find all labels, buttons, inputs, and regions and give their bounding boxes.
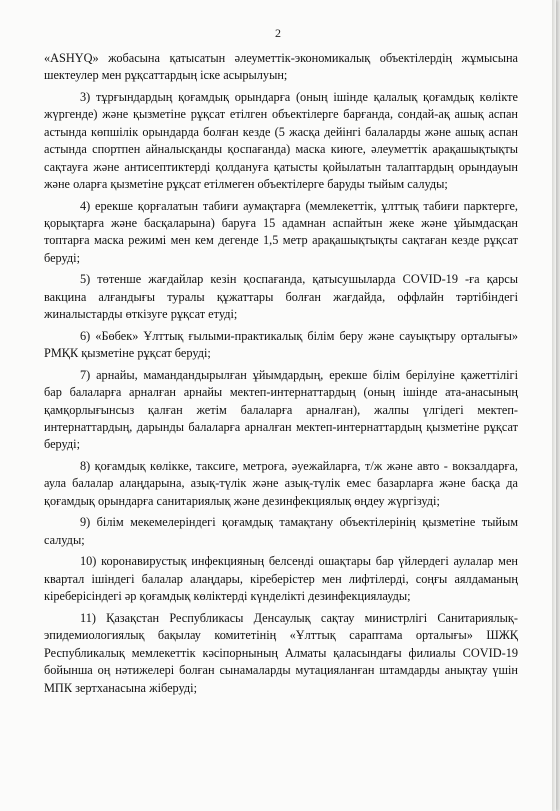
paragraph-item-6: 6) «Бөбек» Ұлттық ғылыми-практикалық білім беру және сауықтыру орталығы» РМҚК қызметіне рұқсат беруді; [44,328,518,361]
paragraph-item-8: 8) қоғамдық көлікке, таксиге, метроға, әуежайларға, т/ж және авто - вокзалдарға, аула балалар алаңдарына, азық-түлік және азық-түлік емес базарларға және басқа да қоғамдық орындарға санитариялық және дезинфекциялық өңдеу жүргізуді; [44,459,518,508]
paragraph-item-7: 7) арнайы, мамандандырылған ұйымдардың, ерекше білім берілуіне қажеттілігі бар балаларға арналған арнайы мектеп-интернаттардың (оның ішінде ата-анасының қамқорлығынсыз қалған жетім балаларға арналған), жалпы үлгідегі мектеп-интернаттардың, дарынды балаларға арналған мектеп-интернаттардың қызметіне рұқсат беруді; [44,367,518,452]
page-number: 2 [275,26,281,40]
paragraph-item-9: 9) білім мекемелеріндегі қоғамдық тамақтану объектілерінің қызметіне тыйым салуды; [44,515,518,547]
paragraph-item-3: 3) тұрғындардың қоғамдық орындарға (оның ішінде қалалық қоғамдық көлікте жүргенде) және қызметіне рұқсат етілген объектілерге барғанда, сондай-ақ ашық аспан астында көпшілік орындарда болған кезде (5 жасқа дейінгі балаларды және ашық аспан астында спортпен айналысқанды қоспағанда) маска киюге, әлеуметтік арақашықтықты сақтауға және антисептиктерді қолдануға қатысты қойылатын талаптардың орындауын және оларға қызметіне рұқсат етілмеген объектілерге баруды тыйым салуды; [44,90,518,192]
paragraph-item-10: 10) коронавирустық инфекцияның белсенді ошақтары бар үйлердегі аулалар мен квартал ішіндегі балалар алаңдары, кіреберістер мен лифтілерді, соңғы аялдаманың кіреберісіндегі әр қоғамдық көліктерді күнделікті дезинфекциялауды; [44,554,518,604]
paragraph-item-11: 11) Қазақстан Республикасы Денсаулық сақтау министрлігі Санитариялық-эпидемиологиялық бақылау комитетінің «Ұлттық сараптама орталығы» ШЖҚ Республикалық мемлекеттік кәсіпорнының Алматы қаласындағы филиалы COVID-19 бойынша оң нәтижелері болған сынамаларды мутацияланған штамдарды анықтау үшін МПК зертханасына жіберуді; [44,610,518,695]
document-body [44,50,518,701]
paragraph-item-4: 4) ерекше қорғалатын табиғи аумақтарға (мемлекеттік, ұлттық табиғи парктерге, қорықтарға және басқаларына) баруға 15 адамнан аспайтын жеке және ұйымдасқан топтарға маска режимі мен кем дегенде 1,5 метр арақашықтықты сақтаған кезде рұқсат беруді; [44,198,518,265]
page-edge-shadow [552,0,556,811]
paragraph-continuation: «ASHYQ» жобасына қатысатын әлеуметтік-экономикалық объектілердің жұмысына шектеулер мен рұқсаттардың іске асырылуын; [44,51,518,83]
paragraph-item-5: 5) төтенше жағдайлар кезін қоспағанда, қатысушыларда COVID-19 -ға қарсы вакцина алғандығы туралы құжаттары болған жағдайда, оффлайн тәртібіндегі жиналыстарды өткізуге рұқсат етуді; [44,272,518,322]
